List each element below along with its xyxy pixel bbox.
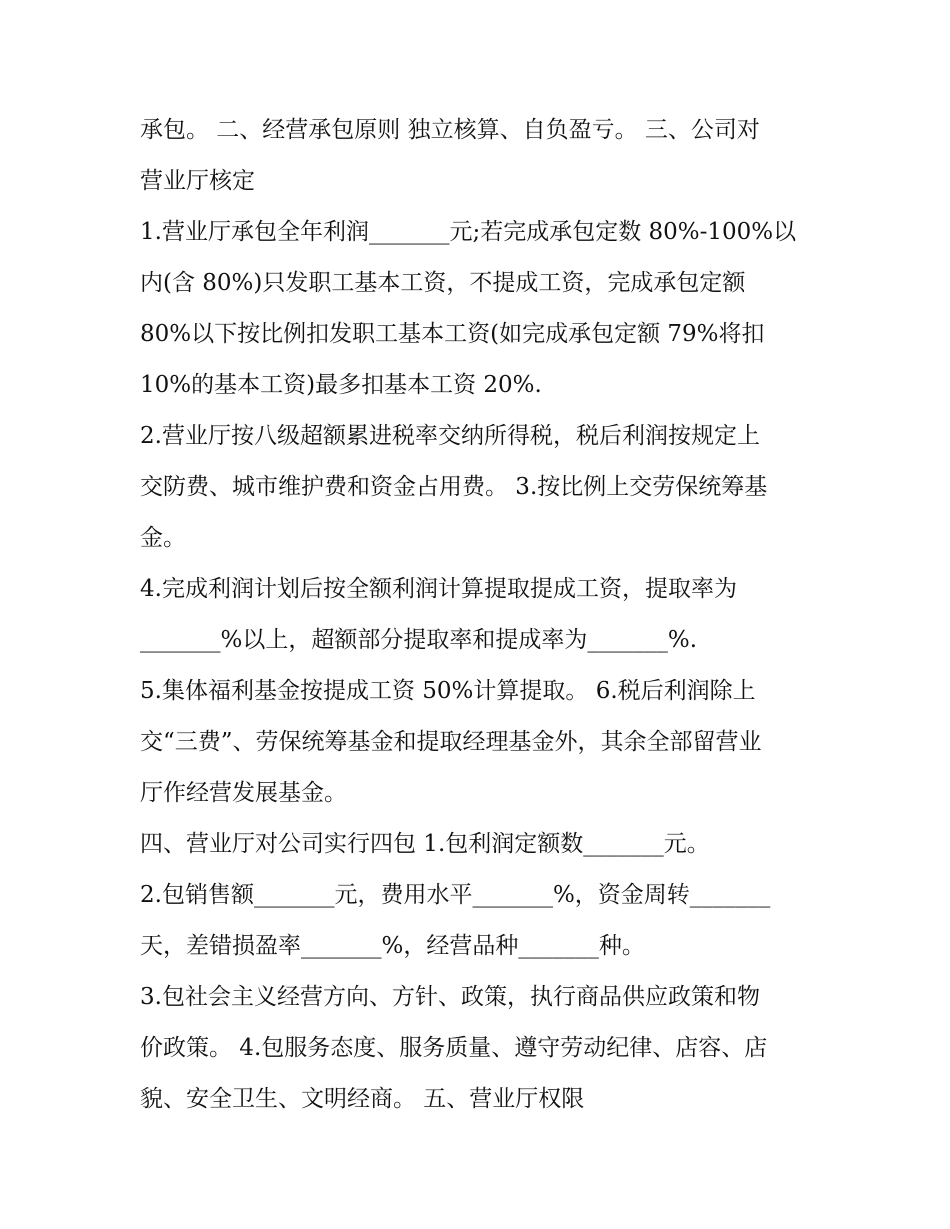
text-line: 10%的基本工资)最多扣基本工资 20%. [140, 372, 542, 398]
text-line: 貌、安全卫生、文明经商。 五、营业厅权限 [140, 1086, 585, 1112]
text-line: 价政策。 4.包服务态度、服务质量、遵守劳动纪律、店容、店 [140, 1035, 768, 1061]
text-line: 3.包社会主义经营方向、方针、政策，执行商品供应政策和物 [140, 984, 760, 1010]
text-line: 天，差错损盈率_______%，经营品种_______种。 [140, 933, 645, 959]
text-line: 5.集体福利基金按提成工资 50%计算提取。 6.税后利润除上 [140, 678, 756, 704]
text-line: 1.营业厅承包全年利润_______元;若完成承包定数 80%-100%以 [140, 219, 797, 245]
text-line: 内(含 80%)只发职工基本工资，不提成工资，完成承包定额 [140, 270, 746, 296]
text-line: 4.完成利润计划后按全额利润计算提取提成工资，提取率为 [140, 576, 737, 602]
text-line: 交防费、城市维护费和资金占用费。 3.按比例上交劳保统筹基 [140, 474, 768, 500]
text-line: 厅作经营发展基金。 [140, 780, 347, 806]
text-line: 交“三费”、劳保统筹基金和提取经理基金外，其余全部留营业 [140, 729, 762, 755]
text-line: 营业厅核定 [140, 168, 255, 194]
text-line: 四、营业厅对公司实行四包 1.包利润定额数_______元。 [140, 831, 710, 857]
text-line: 2.营业厅按八级超额累进税率交纳所得税，税后利润按规定上 [140, 423, 760, 449]
text-line: 80%以下按比例扣发职工基本工资(如完成承包定额 79%将扣 [140, 321, 765, 347]
text-line: 2.包销售额_______元，费用水平_______%，资金周转_______ [140, 882, 771, 908]
document-page [140, 105, 820, 1125]
text-line: 金。 [140, 525, 186, 551]
text-line: 承包。 二、经营承包原则 独立核算、自负盈亏。 三、公司对 [140, 117, 760, 143]
text-line: _______%以上，超额部分提取率和提成率为_______%. [140, 627, 698, 653]
